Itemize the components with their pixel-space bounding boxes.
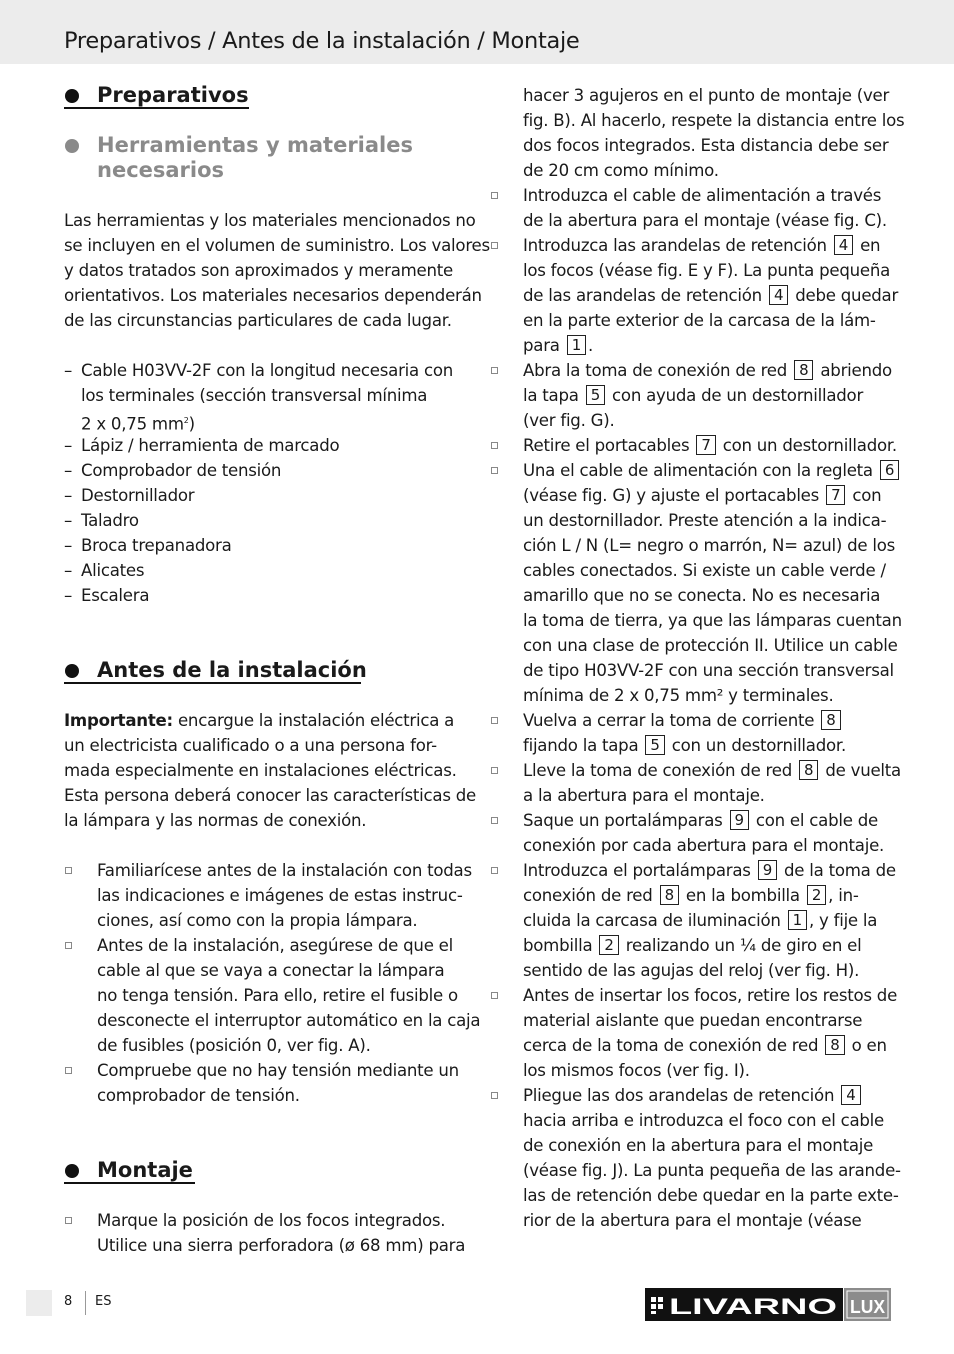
part-number-badge: 2 xyxy=(599,935,618,955)
checkbox-icon xyxy=(491,367,498,374)
part-number-badge: 8 xyxy=(821,710,840,730)
footer-marker xyxy=(26,1290,52,1316)
step-text: material aislante que puedan encontrarse xyxy=(523,1011,863,1030)
step-text: rior de la abertura para el montaje (véase xyxy=(523,1211,862,1230)
checkbox-icon xyxy=(491,767,498,774)
step-text: Saque un portalámparas 9 con el cable de xyxy=(523,811,878,830)
part-number-badge: 1 xyxy=(567,335,586,355)
text-line: un electricista cualificado o a una persona for- xyxy=(64,736,437,755)
dash-marker: – xyxy=(64,436,73,455)
step-text: Lleve la toma de conexión de red 8 de vuelta xyxy=(523,761,901,780)
dash-marker: – xyxy=(64,461,73,480)
svg-text:LUX: LUX xyxy=(850,1297,885,1317)
step-text: la tapa 5 con ayuda de un destornillador xyxy=(523,386,864,405)
part-number-badge: 8 xyxy=(799,760,818,780)
part-number-badge: 6 xyxy=(880,460,899,480)
part-number-badge: 5 xyxy=(586,385,605,405)
step-text: Introduzca el cable de alimentación a través xyxy=(523,186,882,205)
step-text: mínima de 2 x 0,75 mm² y terminales. xyxy=(523,686,834,705)
text-line: Esta persona deberá conocer las características de xyxy=(64,786,476,805)
text-line: Las herramientas y los materiales mencionados no xyxy=(64,211,476,230)
text-line: fig. B). Al hacerlo, respete la distancia entre los xyxy=(523,111,905,130)
superscript: 2 xyxy=(183,416,189,425)
checkbox-icon xyxy=(65,1217,72,1224)
part-number-badge: 4 xyxy=(834,235,853,255)
step-text: cable al que se vaya a conectar la lámpara xyxy=(97,961,445,980)
tool-text: 2 x 0,75 $mm^2$) xyxy=(81,414,195,434)
bullet-dot-icon xyxy=(65,139,79,153)
step-text: en la parte exterior de la carcasa de la lám- xyxy=(523,311,876,330)
part-number-badge: 8 xyxy=(794,360,813,380)
part-number-badge: 8 xyxy=(825,1035,844,1055)
step-text: amarillo que no se conecta. No es necesaria xyxy=(523,586,881,605)
step-text: cables conectados. Si existe un cable verde / xyxy=(523,561,886,580)
part-number-badge: 1 xyxy=(788,910,807,930)
part-number-badge: 8 xyxy=(660,885,679,905)
part-number-badge: 7 xyxy=(826,485,845,505)
step-text: Abra la toma de conexión de red 8 abriendo xyxy=(523,361,892,380)
step-text: cluida la carcasa de iluminación 1 , y fije la xyxy=(523,911,878,930)
bullet-dot-icon xyxy=(65,664,79,678)
step-text: de la abertura para el montaje (véase fig. C). xyxy=(523,211,887,230)
step-text: (véase fig. J). La punta pequeña de las arande- xyxy=(523,1161,901,1180)
step-text: Antes de insertar los focos, retire los restos de xyxy=(523,986,898,1005)
step-text: conexión de red 8 en la bombilla 2 , in- xyxy=(523,886,859,905)
step-text: cerca de la toma de conexión de red 8 o en xyxy=(523,1036,887,1055)
part-number-badge: 4 xyxy=(841,1085,860,1105)
checkbox-icon xyxy=(491,717,498,724)
step-text: no tenga tensión. Para ello, retire el fusible o xyxy=(97,986,458,1005)
step-text: desconecte el interruptor automático en la caja xyxy=(97,1011,481,1030)
step-text: un destornillador. Preste atención a la indica- xyxy=(523,511,887,530)
page-title: Preparativos / Antes de la instalación / Montaje xyxy=(64,28,580,54)
step-text: Vuelva a cerrar la toma de corriente 8 xyxy=(523,708,843,733)
heading-underline xyxy=(64,107,249,109)
step-text: (véase fig. G) y ajuste el portacables 7 con xyxy=(523,486,882,505)
footer-divider xyxy=(85,1291,86,1315)
part-number-badge: 2 xyxy=(807,885,826,905)
text-line: hacer 3 agujeros en el punto de montaje (ver xyxy=(523,86,890,105)
checkbox-icon xyxy=(491,242,498,249)
step-text: Marque la posición de los focos integrados. xyxy=(97,1211,446,1230)
tool-text: Alicates xyxy=(81,561,145,580)
text-line: orientativos. Los materiales necesarios dependerán xyxy=(64,286,482,305)
step-text: a la abertura para el montaje. xyxy=(523,786,765,805)
page-number: 8 xyxy=(64,1294,73,1309)
dash-marker: – xyxy=(64,511,73,530)
bullet-dot-icon xyxy=(65,89,79,103)
svg-text:LIVARNO: LIVARNO xyxy=(669,1294,837,1319)
checkbox-icon xyxy=(65,1067,72,1074)
step-text: Utilice una sierra perforadora (ø 68 mm) para xyxy=(97,1236,466,1255)
tool-text: Taladro xyxy=(81,511,139,530)
step-text: Pliegue las dos arandelas de retención 4 xyxy=(523,1083,863,1108)
checkbox-icon xyxy=(491,467,498,474)
checkbox-icon xyxy=(491,817,498,824)
part-number-badge: 5 xyxy=(645,735,664,755)
livarno-lux-logo xyxy=(645,1288,891,1321)
tool-text: Broca trepanadora xyxy=(81,536,232,555)
checkbox-icon xyxy=(491,442,498,449)
step-text: sentido de las agujas del reloj (ver fig. H). xyxy=(523,961,860,980)
language-code: ES xyxy=(95,1294,112,1309)
step-text: Familiarícese antes de la instalación con todas xyxy=(97,861,472,880)
text-line: Importante: encargue la instalación eléctrica a xyxy=(64,711,455,730)
part-number-badge: 9 xyxy=(730,810,749,830)
checkbox-icon xyxy=(491,992,498,999)
step-text: conexión por cada abertura para el montaje. xyxy=(523,836,885,855)
text-line: la lámpara y las normas de conexión. xyxy=(64,811,367,830)
part-number-badge: 7 xyxy=(696,435,715,455)
step-text: Introduzca el portalámparas 9 de la toma de xyxy=(523,861,896,880)
tool-text: Lápiz / herramienta de marcado xyxy=(81,436,340,455)
heading-underline xyxy=(64,682,361,684)
step-text: bombilla 2 realizando un ¼ de giro en el xyxy=(523,936,862,955)
tool-text: Destornillador xyxy=(81,486,195,505)
text-line: y datos tratados son aproximados y meramente xyxy=(64,261,453,280)
step-text: de las arandelas de retención 4 debe quedar xyxy=(523,286,899,305)
tool-text: los terminales (sección transversal mínima xyxy=(81,386,428,405)
tool-text: Comprobador de tensión xyxy=(81,461,282,480)
step-text: comprobador de tensión. xyxy=(97,1086,300,1105)
tool-text: Cable H03VV-2F con la longitud necesaria con xyxy=(81,361,453,380)
text-line: de 20 cm como mínimo. xyxy=(523,161,719,180)
step-text: de tipo H03VV-2F con una sección transversal xyxy=(523,661,894,680)
step-text: la toma de tierra, ya que las lámparas cuentan xyxy=(523,611,902,630)
step-text: los focos (véase fig. E y F). La punta pequeña xyxy=(523,261,891,280)
part-number-badge: 4 xyxy=(769,285,788,305)
dash-marker: – xyxy=(64,361,73,380)
step-text: de conexión en la abertura para el montaje xyxy=(523,1136,874,1155)
step-text: los mismos focos (ver fig. I). xyxy=(523,1061,750,1080)
step-text: (ver fig. G). xyxy=(523,411,615,430)
text-line: dos focos integrados. Esta distancia debe ser xyxy=(523,136,889,155)
step-text: Retire el portacables 7 con un destornillador. xyxy=(523,436,897,455)
dash-marker: – xyxy=(64,586,73,605)
step-text: de fusibles (posición 0, ver fig. A). xyxy=(97,1036,371,1055)
step-text: Una el cable de alimentación con la regleta 6 xyxy=(523,458,901,483)
step-text: hacia arriba e introduzca el foco con el cable xyxy=(523,1111,884,1130)
tool-text: Escalera xyxy=(81,586,150,605)
checkbox-icon xyxy=(65,942,72,949)
text-line: se incluyen en el volumen de suministro. Los valores xyxy=(64,236,490,255)
step-text: fijando la tapa 5 con un destornillador. xyxy=(523,736,846,755)
step-text: las indicaciones e imágenes de estas instruc- xyxy=(97,886,463,905)
step-text: Compruebe que no hay tensión mediante un xyxy=(97,1061,459,1080)
step-text: Antes de la instalación, asegúrese de que el xyxy=(97,936,453,955)
dash-marker: – xyxy=(64,486,73,505)
checkbox-icon xyxy=(65,867,72,874)
step-text: ción L / N (L= negro o marrón, N= azul) de los xyxy=(523,536,896,555)
dash-marker: – xyxy=(64,561,73,580)
step-text: ciones, así como con la propia lámpara. xyxy=(97,911,418,930)
step-text: Introduzca las arandelas de retención 4 en xyxy=(523,236,881,255)
part-number-badge: 9 xyxy=(758,860,777,880)
step-text: con una clase de protección II. Utilice un cable xyxy=(523,636,898,655)
dash-marker: – xyxy=(64,536,73,555)
bullet-dot-icon xyxy=(65,1164,79,1178)
step-text: para 1 . xyxy=(523,336,594,355)
checkbox-icon xyxy=(491,192,498,199)
checkbox-icon xyxy=(491,867,498,874)
text-line: de las circunstancias particulares de cada lugar. xyxy=(64,311,452,330)
heading-underline xyxy=(64,1182,195,1184)
text-line: mada especialmente en instalaciones eléctricas. xyxy=(64,761,457,780)
checkbox-icon xyxy=(491,1092,498,1099)
step-text: las de retención debe quedar en la parte exte- xyxy=(523,1186,899,1205)
importante-label: Importante: xyxy=(64,711,173,730)
